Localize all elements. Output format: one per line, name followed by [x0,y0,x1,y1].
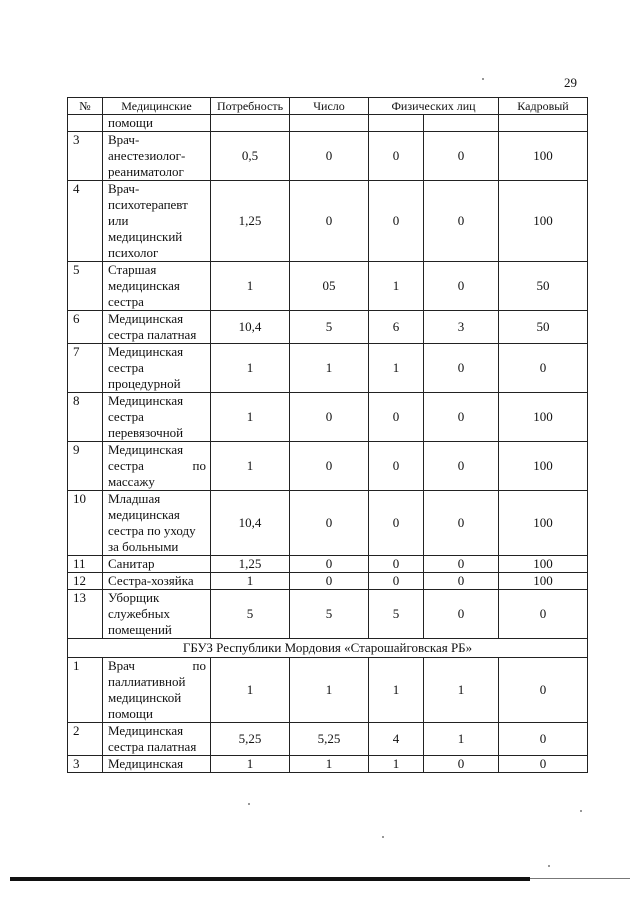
count-value: 0 [290,556,369,573]
count-value: 0 [290,132,369,181]
persons-value-1: 0 [369,132,424,181]
position-name-line: служебных [108,606,170,621]
staff-value: 0 [499,658,588,723]
staff-value: 100 [499,573,588,590]
position-name-line: сестра по уходу [108,523,196,538]
header-count: Число [290,98,369,115]
section-row [68,639,588,658]
position-name-line: Врач- [108,132,140,147]
table-row [68,132,588,181]
position-name-line: или [108,213,129,228]
position-name-line: сестра [108,409,144,424]
position-name [103,181,211,262]
staff-value: 100 [499,442,588,491]
position-name-line: Санитар [108,556,155,571]
position-name-line: медицинская [108,507,180,522]
persons-value-2: 0 [424,573,499,590]
count-value: 0 [290,573,369,590]
need-value: 5 [211,590,290,639]
position-name-line: реаниматолог [108,164,184,179]
position-name-line: Врач по [108,658,206,673]
row-number: 4 [68,181,103,262]
count-value: 0 [290,393,369,442]
count-value: 0 [290,442,369,491]
need-value: 10,4 [211,311,290,344]
need-value: 1 [211,573,290,590]
persons-value-1: 0 [369,181,424,262]
persons-value-2: 3 [424,311,499,344]
staff-value: 100 [499,132,588,181]
persons-value-1: 1 [369,344,424,393]
position-name [103,311,211,344]
persons-value-2: 0 [424,442,499,491]
need-value: 1 [211,262,290,311]
row-number: 1 [68,658,103,723]
position-name-line: перевязочной [108,425,184,440]
position-name [103,442,211,491]
table-row [68,442,588,491]
persons-value-2: 0 [424,181,499,262]
staff-value: 50 [499,311,588,344]
persons-value-2: 1 [424,658,499,723]
position-name-line: Медицинская [108,756,184,771]
need-value: 0,5 [211,132,290,181]
table-row [68,311,588,344]
position-name [103,262,211,311]
row-number: 8 [68,393,103,442]
scan-speck [382,836,384,838]
position-name [103,491,211,556]
position-name-line: медицинский [108,229,183,244]
position-name [103,573,211,590]
persons-value-2: 0 [424,132,499,181]
staff-value: 100 [499,556,588,573]
persons-value-1: 0 [369,556,424,573]
row-number: 6 [68,311,103,344]
need-value: 1,25 [211,556,290,573]
position-name-line: психотерапевт [108,197,188,212]
count-value: 0 [290,491,369,556]
position-name-line: помощи [108,706,153,721]
need-value: 10,4 [211,491,290,556]
position-name-line: Старшая [108,262,157,277]
position-name-line: паллиативной [108,674,186,689]
table-row [68,556,588,573]
position-name-line: массажу [108,474,155,489]
continuation-row [68,115,588,132]
staffing-table [67,97,588,773]
need-value: 1,25 [211,181,290,262]
position-name-line: Медицинская [108,723,184,738]
position-name-line: Медицинская [108,442,184,457]
position-name-line: Медицинская [108,393,184,408]
count-value: 5 [290,590,369,639]
count-value: 5,25 [290,723,369,756]
row-number: 13 [68,590,103,639]
scan-speck [482,78,484,80]
persons-value-1: 1 [369,262,424,311]
staff-value: 0 [499,590,588,639]
persons-value-2: 0 [424,393,499,442]
row-number: 7 [68,344,103,393]
table-row [68,723,588,756]
position-name-line: сестра палатная [108,739,197,754]
position-name-line: психолог [108,245,159,260]
persons-value-2: 0 [424,491,499,556]
staff-value: 0 [499,756,588,773]
need-value: 5,25 [211,723,290,756]
staff-value: 100 [499,491,588,556]
table-row [68,344,588,393]
persons-value-1: 0 [369,393,424,442]
position-name-line: помещений [108,622,172,637]
staff-value: 100 [499,393,588,442]
need-value: 1 [211,658,290,723]
scan-speck [548,865,550,867]
table-row [68,573,588,590]
row-number: 11 [68,556,103,573]
table-row [68,756,588,773]
position-name-line: сестра палатная [108,327,197,342]
persons-value-2: 1 [424,723,499,756]
count-value: 5 [290,311,369,344]
persons-value-2: 0 [424,756,499,773]
position-name-line: сестра [108,360,144,375]
position-name-line: анестезиолог- [108,148,186,163]
row-number: 10 [68,491,103,556]
row-number: 12 [68,573,103,590]
staff-value: 0 [499,723,588,756]
position-name-line: медицинской [108,690,182,705]
persons-value-1: 0 [369,491,424,556]
persons-value-2: 0 [424,556,499,573]
position-name-line: Медицинская [108,311,184,326]
table-row [68,181,588,262]
position-name-line: Врач- [108,181,140,196]
table-row [68,491,588,556]
row-number: 2 [68,723,103,756]
row-number: 9 [68,442,103,491]
table-row [68,393,588,442]
need-value: 1 [211,756,290,773]
count-value: 1 [290,344,369,393]
position-name [103,756,211,773]
position-name-line: медицинская [108,278,180,293]
position-name [103,658,211,723]
position-name-line: Сестра-хозяйка [108,573,194,588]
table-row [68,262,588,311]
scan-edge-line [530,878,630,879]
position-name-line: сестра по [108,458,206,473]
row-number: 3 [68,756,103,773]
need-value: 1 [211,442,290,491]
position-name-line: Младшая [108,491,161,506]
persons-value-2: 0 [424,590,499,639]
persons-value-1: 1 [369,658,424,723]
header-persons: Физических лиц [369,98,499,115]
staff-value: 100 [499,181,588,262]
staff-value: 50 [499,262,588,311]
position-name-line: сестра [108,294,144,309]
page-number: 29 [564,75,577,90]
position-name [103,344,211,393]
position-name [103,556,211,573]
header-need: Потребность [211,98,290,115]
row-number: 5 [68,262,103,311]
persons-value-1: 1 [369,756,424,773]
position-name [103,723,211,756]
persons-value-2: 0 [424,262,499,311]
position-name-line: за больными [108,539,179,554]
count-value: 1 [290,658,369,723]
header-name: Медицинские [103,98,211,115]
persons-value-1: 0 [369,573,424,590]
position-name [103,393,211,442]
need-value: 1 [211,393,290,442]
row-number: 3 [68,132,103,181]
table-row [68,590,588,639]
scan-edge-line [10,877,530,881]
persons-value-1: 5 [369,590,424,639]
header-no: № [68,98,103,115]
staff-value: 0 [499,344,588,393]
count-value: 05 [290,262,369,311]
count-value: 0 [290,181,369,262]
continuation-text: помощи [103,115,211,132]
persons-value-1: 4 [369,723,424,756]
persons-value-2: 0 [424,344,499,393]
table-header-row [68,98,588,115]
need-value: 1 [211,344,290,393]
position-name-line: Медицинская [108,344,184,359]
position-name-line: Уборщик [108,590,160,605]
position-name [103,590,211,639]
position-name [103,132,211,181]
scan-speck [248,803,250,805]
count-value: 1 [290,756,369,773]
persons-value-1: 0 [369,442,424,491]
table-row [68,658,588,723]
position-name-line: процедурной [108,376,181,391]
header-staff: Кадровый [499,98,588,115]
persons-value-1: 6 [369,311,424,344]
section-title: ГБУЗ Республики Мордовия «Старошайговская РБ» [68,639,588,658]
scan-speck [580,810,582,812]
